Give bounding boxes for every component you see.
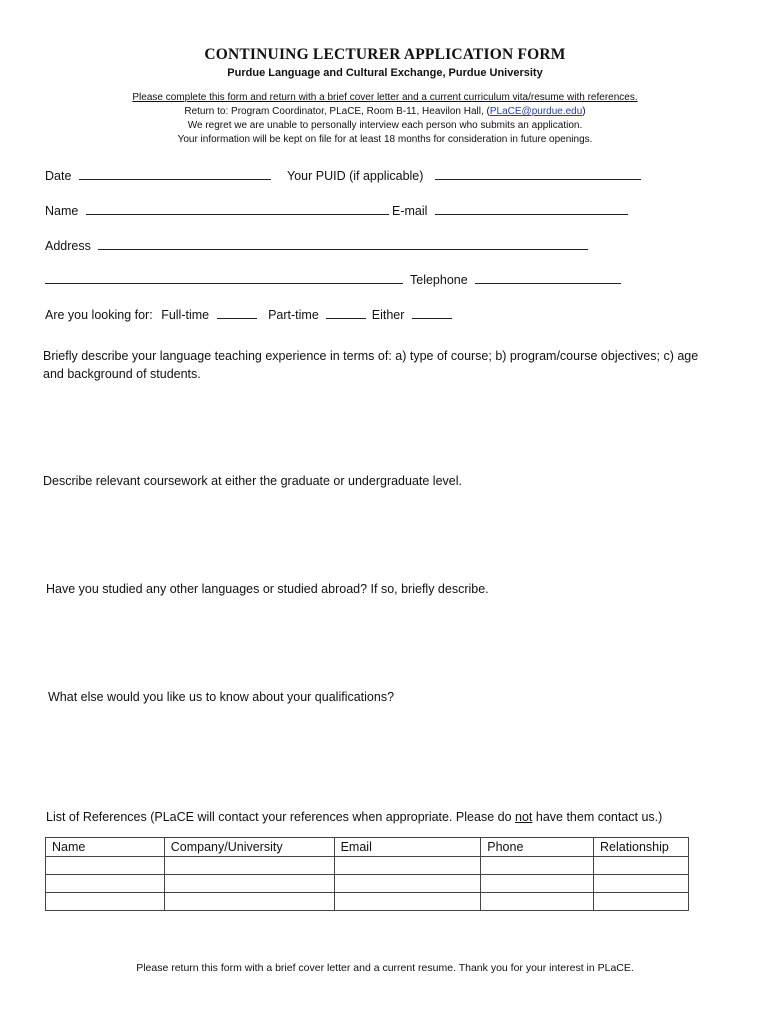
- question-teaching-experience-line-1: Briefly describe your language teaching experience in terms of: a) type of course; b) program/course objectives; c) age: [43, 349, 699, 363]
- column-header-phone: Phone: [481, 838, 594, 857]
- question-teaching-experience-line-2: and background of students.: [43, 367, 201, 381]
- reference-phone-cell[interactable]: [481, 857, 594, 875]
- address-input-line[interactable]: [98, 238, 588, 250]
- name-input-line[interactable]: [86, 203, 389, 215]
- return-to-suffix: ): [582, 106, 586, 117]
- date-field-row: [45, 168, 271, 183]
- date-input-line[interactable]: [79, 168, 271, 180]
- reference-email-cell[interactable]: [334, 857, 481, 875]
- instructions-line-1: Please complete this form and return with a brief cover letter and a current curriculum vita/resume with references.: [132, 92, 638, 103]
- full-time-label: Full-time: [161, 308, 210, 322]
- date-label: Date: [45, 169, 72, 183]
- reference-email-cell[interactable]: [334, 893, 481, 911]
- employment-type-row: [45, 307, 452, 322]
- question-qualifications: What else would you like us to know about your qualifications?: [48, 690, 395, 704]
- name-field-row: [45, 203, 389, 218]
- instructions-line-3: We regret we are unable to personally interview each person who submits an application.: [187, 120, 583, 131]
- reference-company-cell[interactable]: [164, 857, 334, 875]
- column-header-relationship: Relationship: [594, 838, 689, 857]
- form-subtitle: Purdue Language and Cultural Exchange, Purdue University: [227, 67, 543, 79]
- references-label-prefix: List of References (PLaCE will contact your references when appropriate. Please do: [46, 810, 515, 824]
- reference-relationship-cell[interactable]: [594, 857, 689, 875]
- table-row: [46, 857, 689, 875]
- column-header-company: Company/University: [164, 838, 334, 857]
- either-input-line[interactable]: [412, 307, 452, 319]
- email-link[interactable]: PLaCE@purdue.edu: [489, 106, 583, 117]
- address-label: Address: [45, 239, 91, 253]
- reference-company-cell[interactable]: [164, 893, 334, 911]
- form-title: CONTINUING LECTURER APPLICATION FORM: [204, 46, 566, 63]
- email-field-row: [392, 203, 628, 218]
- question-languages-abroad: Have you studied any other languages or studied abroad? If so, briefly describe.: [46, 582, 489, 596]
- reference-phone-cell[interactable]: [481, 875, 594, 893]
- either-label: Either: [371, 308, 405, 322]
- name-label: Name: [45, 204, 79, 218]
- references-table: [45, 837, 689, 911]
- telephone-input-line[interactable]: [475, 272, 621, 284]
- part-time-label: Part-time: [268, 308, 319, 322]
- puid-field-row: [287, 168, 641, 183]
- reference-phone-cell[interactable]: [481, 893, 594, 911]
- references-label-suffix: have them contact us.): [532, 810, 663, 824]
- reference-relationship-cell[interactable]: [594, 893, 689, 911]
- email-input-line[interactable]: [435, 203, 628, 215]
- table-row: [46, 893, 689, 911]
- column-header-name: Name: [46, 838, 165, 857]
- footer-note: Please return this form with a brief cover letter and a current resume. Thank you for your interest in PLaCE.: [136, 962, 634, 974]
- column-header-email: Email: [334, 838, 481, 857]
- table-row: [46, 875, 689, 893]
- instructions-line-2: [0, 106, 770, 117]
- looking-for-label: Are you looking for:: [45, 308, 153, 322]
- references-label-emphasis: not: [515, 810, 533, 824]
- part-time-input-line[interactable]: [326, 307, 366, 319]
- reference-email-cell[interactable]: [334, 875, 481, 893]
- reference-relationship-cell[interactable]: [594, 875, 689, 893]
- puid-input-line[interactable]: [435, 168, 641, 180]
- telephone-label: Telephone: [410, 273, 468, 287]
- reference-name-cell[interactable]: [46, 893, 165, 911]
- reference-company-cell[interactable]: [164, 875, 334, 893]
- address-line-2-row: [45, 272, 403, 287]
- puid-label: Your PUID (if applicable): [287, 169, 424, 183]
- full-time-input-line[interactable]: [217, 307, 257, 319]
- address-line-2-input[interactable]: [45, 272, 403, 284]
- email-label: E-mail: [392, 204, 428, 218]
- address-field-row: [45, 238, 588, 253]
- references-label: [46, 810, 662, 824]
- return-to-text: Return to: Program Coordinator, PLaCE, Room B-11, Heavilon Hall, (: [184, 106, 490, 117]
- reference-name-cell[interactable]: [46, 857, 165, 875]
- reference-name-cell[interactable]: [46, 875, 165, 893]
- references-header-row: [46, 838, 689, 857]
- instructions-line-4: Your information will be kept on file for at least 18 months for consideration in future openings.: [177, 134, 593, 145]
- telephone-field-row: [410, 272, 621, 287]
- question-coursework: Describe relevant coursework at either the graduate or undergraduate level.: [43, 474, 462, 488]
